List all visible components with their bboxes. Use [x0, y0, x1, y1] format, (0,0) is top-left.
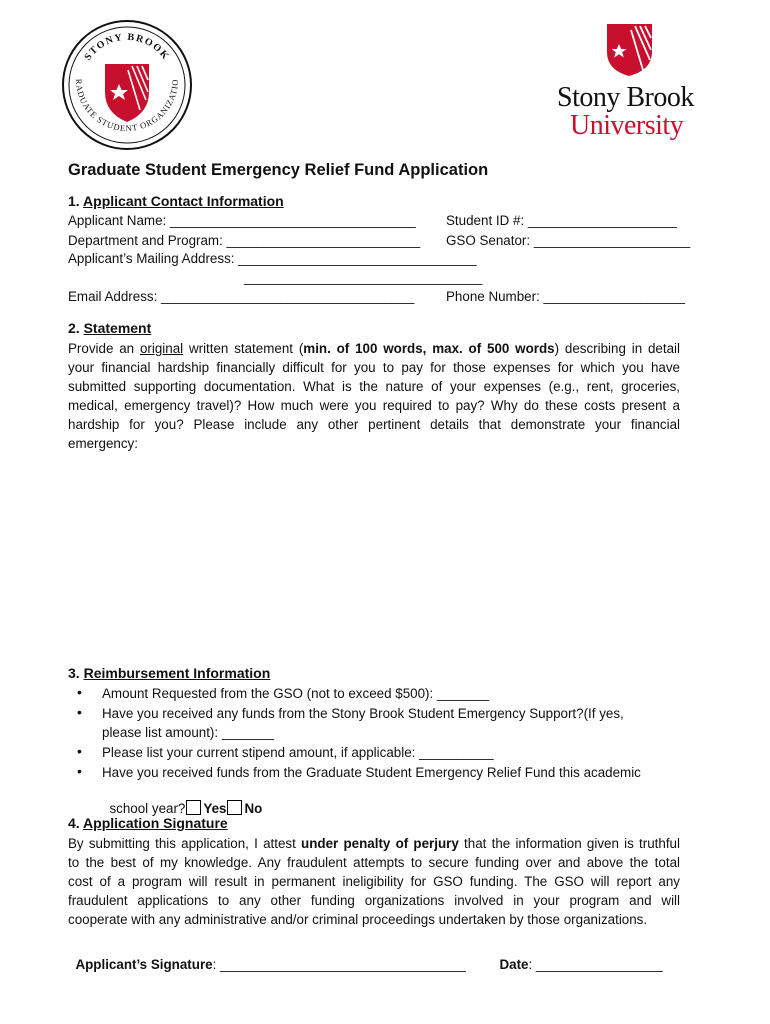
signature-row: [68, 941, 466, 973]
date-field[interactable]: : _________________: [528, 957, 663, 972]
phone-field[interactable]: Phone Number: ___________________: [446, 289, 686, 304]
gso-senator-field[interactable]: GSO Senator: _____________________: [446, 233, 691, 248]
bullet-dot: •: [77, 743, 82, 759]
stipend-amount-field[interactable]: Please list your current stipend amount, if applicable: __________: [102, 745, 494, 760]
section2-number: 2.: [68, 320, 84, 336]
statement-pre: Provide an: [68, 341, 140, 356]
attestation-paragraph: [68, 834, 680, 929]
statement-mid: written statement (: [183, 341, 304, 356]
statement-line-1: [68, 339, 680, 358]
statement-original: original: [139, 341, 184, 356]
bullet-dot: •: [77, 704, 82, 720]
section3-number: 3.: [68, 665, 84, 681]
date-label: Date: [499, 957, 529, 972]
statement-line: submitted supporting documentation. What is the nature of your expenses (e.g., rent, groceries,: [68, 379, 680, 394]
department-field[interactable]: Department and Program: __________________________: [68, 233, 421, 248]
yes-label: Yes: [203, 801, 227, 816]
attestation-line: to the best of my knowledge. Any fraudulent attempts to secure funding over and above the total: [68, 855, 680, 870]
statement-line: emergency:: [68, 436, 138, 451]
prior-funds-question: Have you received any funds from the Stony Brook Student Emergency Support?(If yes,: [102, 706, 624, 721]
gso-seal-logo: [60, 18, 195, 153]
attestation-pre: By submitting this application, I attest: [68, 836, 302, 851]
attestation-line: cooperate with any administrative and/or criminal proceedings undertaken by those organizations.: [68, 912, 648, 927]
prior-funds-amount-field[interactable]: please list amount): _______: [102, 725, 274, 740]
email-field[interactable]: Email Address: __________________________________: [68, 289, 415, 304]
brand-name-line2: University: [570, 110, 684, 141]
section4-title: Application Signature: [83, 815, 228, 831]
applicant-name-field[interactable]: Applicant Name: _________________________________: [68, 213, 416, 228]
section2-heading: [68, 320, 151, 336]
sbu-shield-icon: [605, 18, 655, 78]
bullet-dot: •: [77, 763, 82, 779]
section1-title: Applicant Contact Information: [83, 193, 284, 209]
school-year-label: school year?: [109, 801, 186, 816]
no-checkbox[interactable]: [227, 800, 242, 815]
page-title: Graduate Student Emergency Relief Fund Application: [68, 161, 489, 179]
relief-fund-question: Have you received funds from the Graduate Student Emergency Relief Fund this academic: [102, 765, 641, 780]
statement-text-area[interactable]: [68, 460, 680, 650]
attestation-line: cost of a program will result in permanent ineligibility for GSO funding. The GSO will report any: [68, 874, 680, 889]
statement-line: hardship for you? Please include any other pertinent details that demonstrate your financial: [68, 417, 680, 432]
no-label: No: [244, 801, 263, 816]
section1-number: 1.: [68, 193, 84, 209]
student-id-field[interactable]: Student ID #: ____________________: [446, 213, 677, 228]
seal-text-top: STONY BROOK: [82, 31, 172, 63]
brand-name-line1: Stony Brook: [557, 82, 694, 113]
section4-number: 4.: [68, 815, 84, 831]
statement-word-limit: min. of 100 words, max. of 500 words: [303, 341, 555, 356]
section2-title: Statement: [83, 320, 152, 336]
attestation-post: that the information given is truthful: [458, 836, 680, 851]
section4-heading: [68, 815, 228, 831]
seal-text-bottom: RADUATE STUDENT ORGANIZATIO: [73, 78, 181, 134]
section3-title: Reimbursement Information: [83, 665, 271, 681]
signature-field[interactable]: : _________________________________: [212, 957, 466, 972]
school-year-question: [102, 784, 262, 817]
statement-instructions: [68, 339, 680, 453]
signature-label: Applicant’s Signature: [75, 957, 213, 972]
attestation-line-1: [68, 834, 680, 853]
amount-requested-field[interactable]: Amount Requested from the GSO (not to exceed $500): _______: [102, 686, 490, 701]
attestation-line: fraudulent applications to any other funding organizations involved in your program and will: [68, 893, 680, 908]
statement-post: ) describing in detail: [554, 341, 680, 356]
bullet-dot: •: [77, 684, 82, 700]
yes-checkbox[interactable]: [186, 800, 201, 815]
mailing-address-line2[interactable]: ________________________________: [244, 270, 483, 285]
statement-line: medical, emergency travel)? How much were you required to pay? Why do these costs present a: [68, 398, 680, 413]
section3-heading: [68, 665, 270, 681]
statement-line: your financial hardship financially difficult for you to pay for those expenses for which you have: [68, 360, 680, 375]
section1-heading: [68, 193, 284, 209]
date-row: [492, 941, 663, 973]
attestation-perjury: under penalty of perjury: [301, 836, 459, 851]
mailing-address-field[interactable]: Applicant’s Mailing Address: ________________________________: [68, 251, 477, 266]
